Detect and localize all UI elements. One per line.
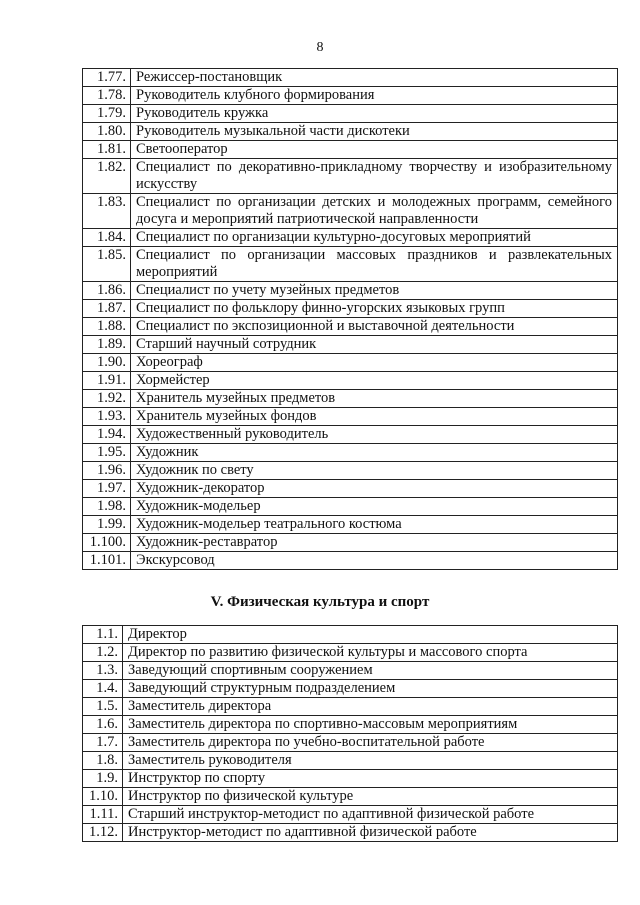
table-row <box>83 426 618 444</box>
item-number: 1.11. <box>83 806 123 824</box>
item-number: 1.100. <box>83 534 131 552</box>
item-number: 1.78. <box>83 87 131 105</box>
item-number: 1.91. <box>83 372 131 390</box>
item-number: 1.82. <box>83 159 131 194</box>
position-title: Светооператор <box>131 141 618 159</box>
item-number: 1.5. <box>83 698 123 716</box>
table-row <box>83 806 618 824</box>
position-title: Руководитель музыкальной части дискотеки <box>131 123 618 141</box>
item-number: 1.87. <box>83 300 131 318</box>
table-row <box>83 300 618 318</box>
table-row <box>83 516 618 534</box>
table-row <box>83 87 618 105</box>
position-title: Заместитель директора <box>123 698 618 716</box>
item-number: 1.2. <box>83 644 123 662</box>
position-title: Директор по развитию физической культуры и массового спорта <box>123 644 618 662</box>
table-row <box>83 662 618 680</box>
item-number: 1.77. <box>83 69 131 87</box>
position-title: Заместитель директора по спортивно-массовым мероприятиям <box>123 716 618 734</box>
table-row <box>83 480 618 498</box>
table-row <box>83 824 618 842</box>
item-number: 1.3. <box>83 662 123 680</box>
position-title: Хореограф <box>131 354 618 372</box>
position-title: Художественный руководитель <box>131 426 618 444</box>
item-number: 1.95. <box>83 444 131 462</box>
table-row <box>83 626 618 644</box>
table-row <box>83 105 618 123</box>
position-title: Специалист по организации массовых праздников и развлекательных мероприятий <box>131 247 618 282</box>
position-title: Художник по свету <box>131 462 618 480</box>
table-row <box>83 354 618 372</box>
item-number: 1.6. <box>83 716 123 734</box>
table-row <box>83 282 618 300</box>
table-row <box>83 194 618 229</box>
item-number: 1.9. <box>83 770 123 788</box>
position-title: Инструктор-методист по адаптивной физической работе <box>123 824 618 842</box>
item-number: 1.12. <box>83 824 123 842</box>
position-title: Художник-модельер <box>131 498 618 516</box>
item-number: 1.90. <box>83 354 131 372</box>
item-number: 1.97. <box>83 480 131 498</box>
item-number: 1.1. <box>83 626 123 644</box>
position-title: Заместитель директора по учебно-воспитательной работе <box>123 734 618 752</box>
position-title: Старший научный сотрудник <box>131 336 618 354</box>
table-row <box>83 462 618 480</box>
position-title: Заместитель руководителя <box>123 752 618 770</box>
page-number: 8 <box>316 40 324 55</box>
position-title: Хормейстер <box>131 372 618 390</box>
table-row <box>83 318 618 336</box>
table-row <box>83 444 618 462</box>
positions-table-sport <box>82 625 618 842</box>
table-row <box>83 390 618 408</box>
table-row <box>83 229 618 247</box>
position-title: Специалист по организации культурно-досуговых мероприятий <box>131 229 618 247</box>
item-number: 1.8. <box>83 752 123 770</box>
item-number: 1.101. <box>83 552 131 570</box>
position-title: Экскурсовод <box>131 552 618 570</box>
position-title: Специалист по фольклору финно-угорских языковых групп <box>131 300 618 318</box>
position-title: Режиссер-постановщик <box>131 69 618 87</box>
table-row <box>83 159 618 194</box>
position-title: Специалист по декоративно-прикладному творчеству и изобразительному искусству <box>131 159 618 194</box>
item-number: 1.81. <box>83 141 131 159</box>
position-title: Специалист по организации детских и молодежных программ, семейного досуга и мероприятий патриотической направленности <box>131 194 618 229</box>
table-row <box>83 752 618 770</box>
table-row <box>83 680 618 698</box>
table-row <box>83 734 618 752</box>
item-number: 1.93. <box>83 408 131 426</box>
table-row <box>83 498 618 516</box>
position-title: Художник-модельер театрального костюма <box>131 516 618 534</box>
section-heading: V. Физическая культура и спорт <box>210 594 430 610</box>
table-row <box>83 770 618 788</box>
position-title: Специалист по учету музейных предметов <box>131 282 618 300</box>
item-number: 1.96. <box>83 462 131 480</box>
item-number: 1.94. <box>83 426 131 444</box>
item-number: 1.98. <box>83 498 131 516</box>
position-title: Хранитель музейных предметов <box>131 390 618 408</box>
item-number: 1.7. <box>83 734 123 752</box>
item-number: 1.85. <box>83 247 131 282</box>
position-title: Художник-декоратор <box>131 480 618 498</box>
position-title: Инструктор по спорту <box>123 770 618 788</box>
item-number: 1.92. <box>83 390 131 408</box>
positions-table-culture <box>82 68 618 570</box>
table-row <box>83 247 618 282</box>
table-row <box>83 788 618 806</box>
table-row <box>83 336 618 354</box>
table-row <box>83 644 618 662</box>
table-row <box>83 141 618 159</box>
position-title: Специалист по экспозиционной и выставочной деятельности <box>131 318 618 336</box>
position-title: Хранитель музейных фондов <box>131 408 618 426</box>
table-row <box>83 372 618 390</box>
position-title: Заведующий структурным подразделением <box>123 680 618 698</box>
item-number: 1.4. <box>83 680 123 698</box>
position-title: Художник-реставратор <box>131 534 618 552</box>
position-title: Инструктор по физической культуре <box>123 788 618 806</box>
item-number: 1.83. <box>83 194 131 229</box>
table-row <box>83 698 618 716</box>
table-row <box>83 69 618 87</box>
position-title: Руководитель клубного формирования <box>131 87 618 105</box>
item-number: 1.79. <box>83 105 131 123</box>
item-number: 1.88. <box>83 318 131 336</box>
item-number: 1.10. <box>83 788 123 806</box>
item-number: 1.89. <box>83 336 131 354</box>
position-title: Художник <box>131 444 618 462</box>
position-title: Директор <box>123 626 618 644</box>
position-title: Старший инструктор-методист по адаптивной физической работе <box>123 806 618 824</box>
item-number: 1.84. <box>83 229 131 247</box>
position-title: Руководитель кружка <box>131 105 618 123</box>
table-row <box>83 534 618 552</box>
table-row <box>83 408 618 426</box>
item-number: 1.86. <box>83 282 131 300</box>
table-row <box>83 552 618 570</box>
table-row <box>83 123 618 141</box>
item-number: 1.80. <box>83 123 131 141</box>
item-number: 1.99. <box>83 516 131 534</box>
table-row <box>83 716 618 734</box>
position-title: Заведующий спортивным сооружением <box>123 662 618 680</box>
